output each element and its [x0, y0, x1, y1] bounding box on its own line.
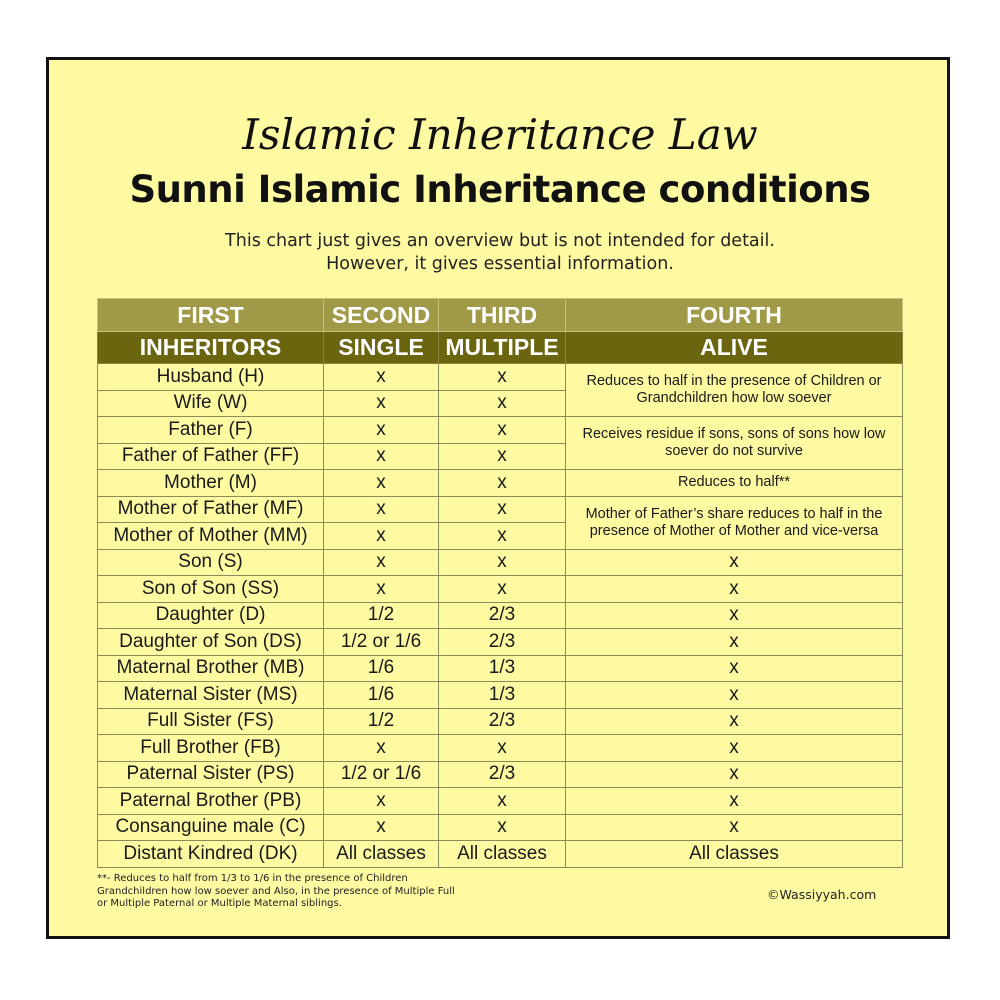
multiple-share: 2/3	[439, 761, 566, 788]
grandmother-note: Mother of Father’s share reduces to half in the presence of Mother of Mother and vice-versa	[566, 496, 903, 549]
subtitle	[0, 230, 1000, 276]
inheritor-name: Paternal Sister (PS)	[98, 761, 324, 788]
table-row	[98, 496, 903, 523]
inheritor-name: Daughter of Son (DS)	[98, 629, 324, 656]
inheritor-name: Son of Son (SS)	[98, 576, 324, 603]
table-row	[98, 655, 903, 682]
table-row	[98, 841, 903, 868]
column-header-third: THIRD	[439, 299, 566, 332]
inheritor-name: Distant Kindred (DK)	[98, 841, 324, 868]
table-row	[98, 814, 903, 841]
single-share: x	[324, 576, 439, 603]
sub-header-alive: ALIVE	[566, 332, 903, 364]
alive-share: x	[566, 814, 903, 841]
single-share: x	[324, 470, 439, 497]
single-share: x	[324, 549, 439, 576]
inheritor-name: Maternal Brother (MB)	[98, 655, 324, 682]
multiple-share: x	[439, 549, 566, 576]
single-share: 1/2	[324, 602, 439, 629]
single-share: x	[324, 814, 439, 841]
single-share: x	[324, 523, 439, 550]
multiple-share: x	[439, 576, 566, 603]
column-header-row	[98, 299, 903, 332]
multiple-share: x	[439, 364, 566, 391]
multiple-share: x	[439, 735, 566, 762]
simple-rows	[98, 549, 903, 867]
multiple-share: x	[439, 788, 566, 815]
single-share: x	[324, 496, 439, 523]
spouse-note: Reduces to half in the presence of Children or Grandchildren how low soever	[566, 364, 903, 417]
alive-share: x	[566, 761, 903, 788]
column-header-first: FIRST	[98, 299, 324, 332]
sub-header-row	[98, 332, 903, 364]
inheritor-name: Wife (W)	[98, 390, 324, 417]
alive-share: x	[566, 708, 903, 735]
alive-share: x	[566, 576, 903, 603]
table-row	[98, 602, 903, 629]
table-row	[98, 576, 903, 603]
alive-share: x	[566, 682, 903, 709]
inheritor-name: Mother of Mother (MM)	[98, 523, 324, 550]
multiple-share: x	[439, 443, 566, 470]
subtitle-line-2: However, it gives essential information.	[326, 254, 674, 274]
alive-share: x	[566, 549, 903, 576]
table-row	[98, 549, 903, 576]
multiple-share: 2/3	[439, 708, 566, 735]
sub-header-single: SINGLE	[324, 332, 439, 364]
table-row	[98, 682, 903, 709]
single-share: 1/2	[324, 708, 439, 735]
script-title: Islamic Inheritance Law	[242, 110, 758, 159]
single-share: x	[324, 735, 439, 762]
inheritor-name: Mother (M)	[98, 470, 324, 497]
multiple-share: All classes	[439, 841, 566, 868]
single-share: x	[324, 417, 439, 444]
table-row	[98, 364, 903, 391]
single-share: All classes	[324, 841, 439, 868]
page-title: Sunni Islamic Inheritance conditions	[129, 168, 871, 211]
table-row	[98, 761, 903, 788]
mother-note: Reduces to half**	[566, 470, 903, 497]
alive-share: x	[566, 602, 903, 629]
table-row	[98, 470, 903, 497]
inheritor-name: Father (F)	[98, 417, 324, 444]
table-row	[98, 417, 903, 444]
inheritor-name: Consanguine male (C)	[98, 814, 324, 841]
single-share: 1/2 or 1/6	[324, 629, 439, 656]
multiple-share: x	[439, 523, 566, 550]
inheritor-name: Son (S)	[98, 549, 324, 576]
single-share: 1/6	[324, 655, 439, 682]
inheritor-name: Paternal Brother (PB)	[98, 788, 324, 815]
column-header-fourth: FOURTH	[566, 299, 903, 332]
single-share: x	[324, 443, 439, 470]
multiple-share: x	[439, 417, 566, 444]
table-row	[98, 708, 903, 735]
single-share: x	[324, 364, 439, 391]
inheritance-table	[97, 298, 903, 868]
single-share: 1/2 or 1/6	[324, 761, 439, 788]
column-header-second: SECOND	[324, 299, 439, 332]
table-row	[98, 788, 903, 815]
multiple-share: x	[439, 470, 566, 497]
single-share: x	[324, 788, 439, 815]
father-note: Receives residue if sons, sons of sons how low soever do not survive	[566, 417, 903, 470]
inheritor-name: Mother of Father (MF)	[98, 496, 324, 523]
copyright: ©Wassiyyah.com	[767, 887, 877, 902]
multiple-share: x	[439, 496, 566, 523]
multiple-share: x	[439, 814, 566, 841]
subtitle-line-1: This chart just gives an overview but is not intended for detail.	[225, 231, 775, 251]
single-share: x	[324, 390, 439, 417]
inheritor-name: Husband (H)	[98, 364, 324, 391]
alive-share: x	[566, 735, 903, 762]
inheritor-name: Full Sister (FS)	[98, 708, 324, 735]
single-share: 1/6	[324, 682, 439, 709]
multiple-share: x	[439, 390, 566, 417]
alive-share: x	[566, 788, 903, 815]
table-row	[98, 735, 903, 762]
multiple-share: 2/3	[439, 629, 566, 656]
sub-header-multiple: MULTIPLE	[439, 332, 566, 364]
inheritor-name: Full Brother (FB)	[98, 735, 324, 762]
multiple-share: 2/3	[439, 602, 566, 629]
alive-share: x	[566, 629, 903, 656]
inheritor-name: Maternal Sister (MS)	[98, 682, 324, 709]
inheritor-name: Daughter (D)	[98, 602, 324, 629]
alive-share: All classes	[566, 841, 903, 868]
multiple-share: 1/3	[439, 655, 566, 682]
multiple-share: 1/3	[439, 682, 566, 709]
sub-header-inheritors: INHERITORS	[98, 332, 324, 364]
alive-share: x	[566, 655, 903, 682]
inheritor-name: Father of Father (FF)	[98, 443, 324, 470]
footnote: **- Reduces to half from 1/3 to 1/6 in the presence of Children Grandchildren how low soever and Also, in the presence of Multiple Full or Multiple Paternal or Multiple Maternal siblings.	[97, 873, 455, 909]
table-row	[98, 629, 903, 656]
